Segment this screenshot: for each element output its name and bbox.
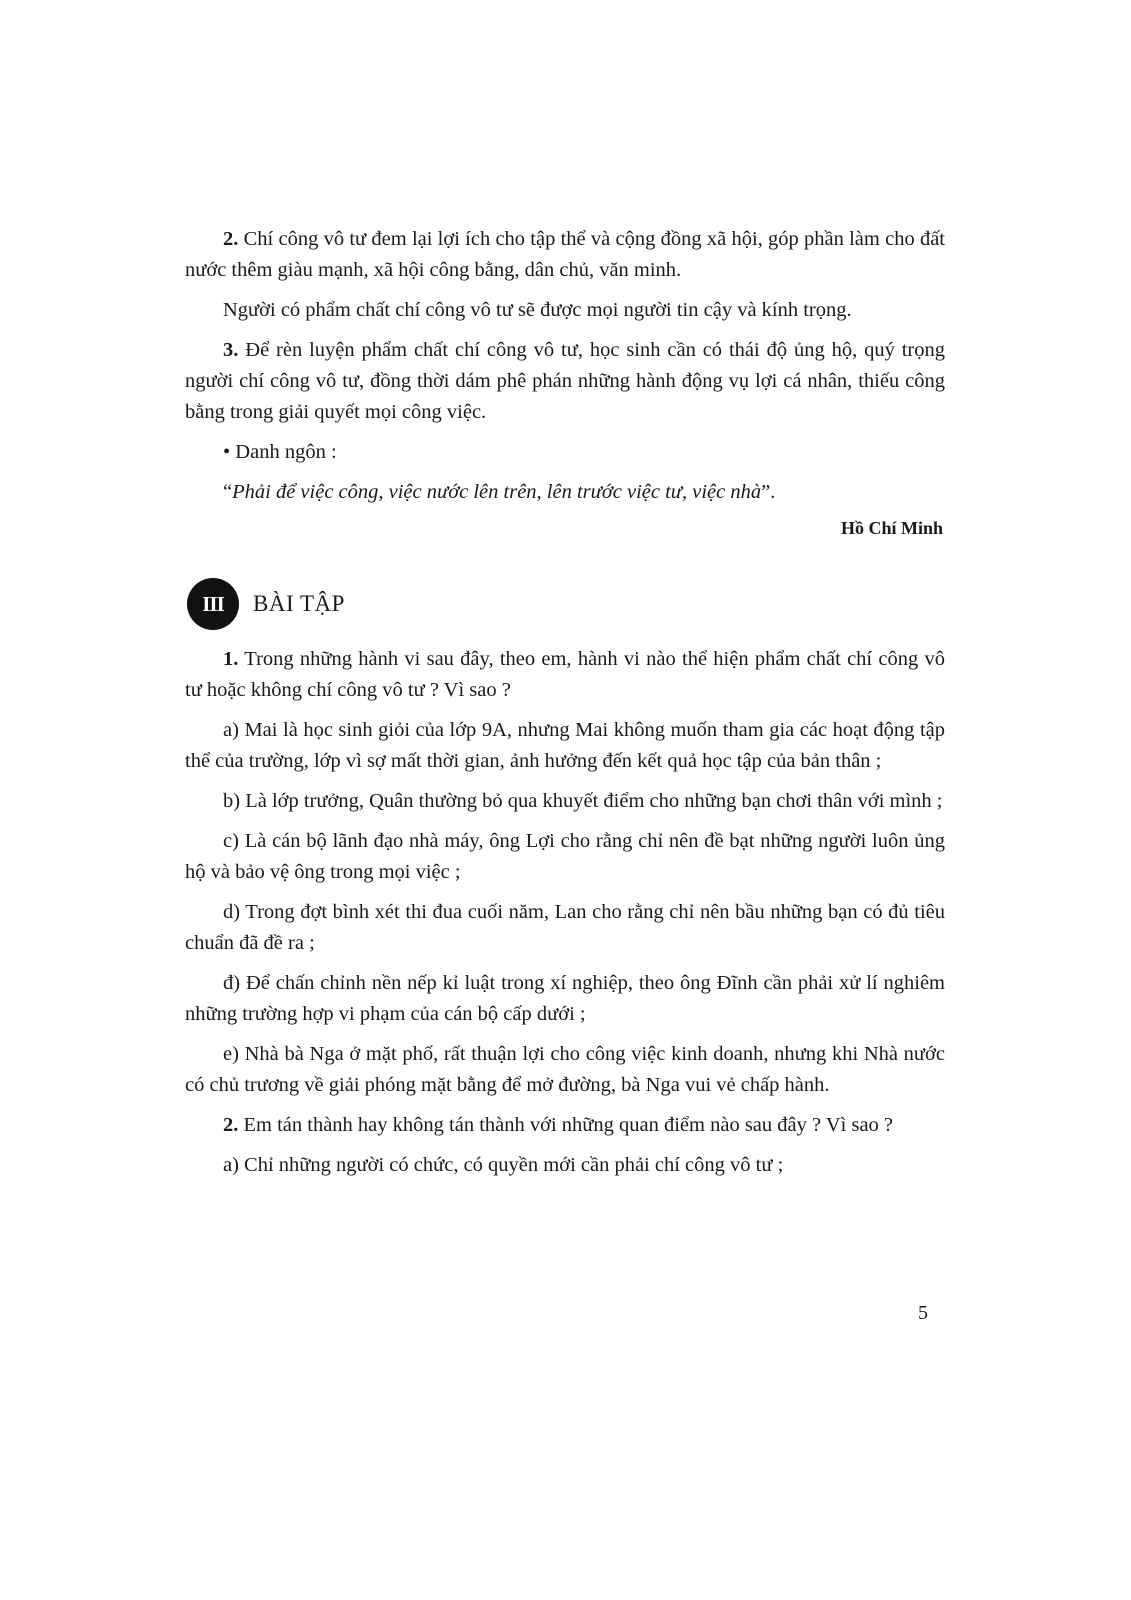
exercise-2 (185, 1110, 945, 1141)
exercise-1-item-a: a) Mai là học sinh giỏi của lớp 9A, nhưng Mai không muốn tham gia các hoạt động tập thể của trường, lớp vì sợ mất thời gian, ảnh hưởng đến kết quả học tập của bản thân ; (185, 719, 945, 772)
exercise-text: Em tán thành hay không tán thành với những quan điểm nào sau đây ? Vì sao ? (238, 1114, 894, 1136)
section-title: BÀI TẬP (253, 591, 345, 616)
quote-open-mark: “ (223, 481, 233, 503)
exercise-1-item-d: d) Trong đợt bình xét thi đua cuối năm, Lan cho rằng chỉ nên bầu những bạn có đủ tiêu chuẩn đã đề ra ; (185, 901, 945, 954)
quote-author: Hồ Chí Minh (840, 518, 943, 538)
exercise-number: 2. (223, 1114, 239, 1136)
quote-label: • Danh ngôn : (223, 441, 337, 463)
page-number: 5 (918, 1302, 928, 1324)
section-number-badge: III (187, 578, 239, 630)
exercise-text: Trong những hành vi sau đây, theo em, hành vi nào thể hiện phẩm chất chí công vô tư hoặc không chí công vô tư ? Vì sao ? (185, 648, 945, 701)
exercise-1-item-dd: đ) Để chấn chỉnh nền nếp kỉ luật trong xí nghiệp, theo ông Đĩnh cần phải xử lí nghiêm những trường hợp vi phạm của cán bộ cấp dưới ; (185, 972, 945, 1025)
exercise-number: 1. (223, 648, 239, 670)
quote-text: Phải để việc công, việc nước lên trên, lên trước việc tư, việc nhà (232, 481, 762, 503)
exercise-1 (185, 644, 945, 706)
paragraph-trust: Người có phẩm chất chí công vô tư sẽ được mọi người tin cậy và kính trọng. (223, 299, 852, 321)
paragraph-text: Chí công vô tư đem lại lợi ích cho tập thể và cộng đồng xã hội, góp phần làm cho đất nước thêm giàu mạnh, xã hội công bằng, dân chủ, văn minh. (185, 228, 945, 281)
quote-close-mark: ”. (761, 481, 776, 503)
item-number: 2. (223, 228, 239, 250)
exercise-1-item-b: b) Là lớp trưởng, Quân thường bỏ qua khuyết điểm cho những bạn chơi thân với mình ; (223, 790, 943, 812)
quote-line (185, 477, 945, 508)
paragraph-training (185, 335, 945, 428)
paragraph-benefit (185, 224, 945, 286)
section-heading (187, 578, 945, 630)
exercise-2-item-a: a) Chỉ những người có chức, có quyền mới cần phải chí công vô tư ; (223, 1154, 784, 1176)
paragraph-text: Để rèn luyện phẩm chất chí công vô tư, học sinh cần có thái độ ủng hộ, quý trọng người chí công vô tư, đồng thời dám phê phán những hành động vụ lợi cá nhân, thiếu công bằng trong giải quyết mọi công việc. (185, 339, 945, 423)
page-content (185, 224, 945, 1190)
exercise-1-item-c: c) Là cán bộ lãnh đạo nhà máy, ông Lợi cho rằng chỉ nên đề bạt những người luôn ủng hộ và bảo vệ ông trong mọi việc ; (185, 830, 945, 883)
exercise-1-item-e: e) Nhà bà Nga ở mặt phố, rất thuận lợi cho công việc kinh doanh, nhưng khi Nhà nước có chủ trương về giải phóng mặt bằng để mở đường, bà Nga vui vẻ chấp hành. (185, 1043, 945, 1096)
item-number: 3. (223, 339, 239, 361)
